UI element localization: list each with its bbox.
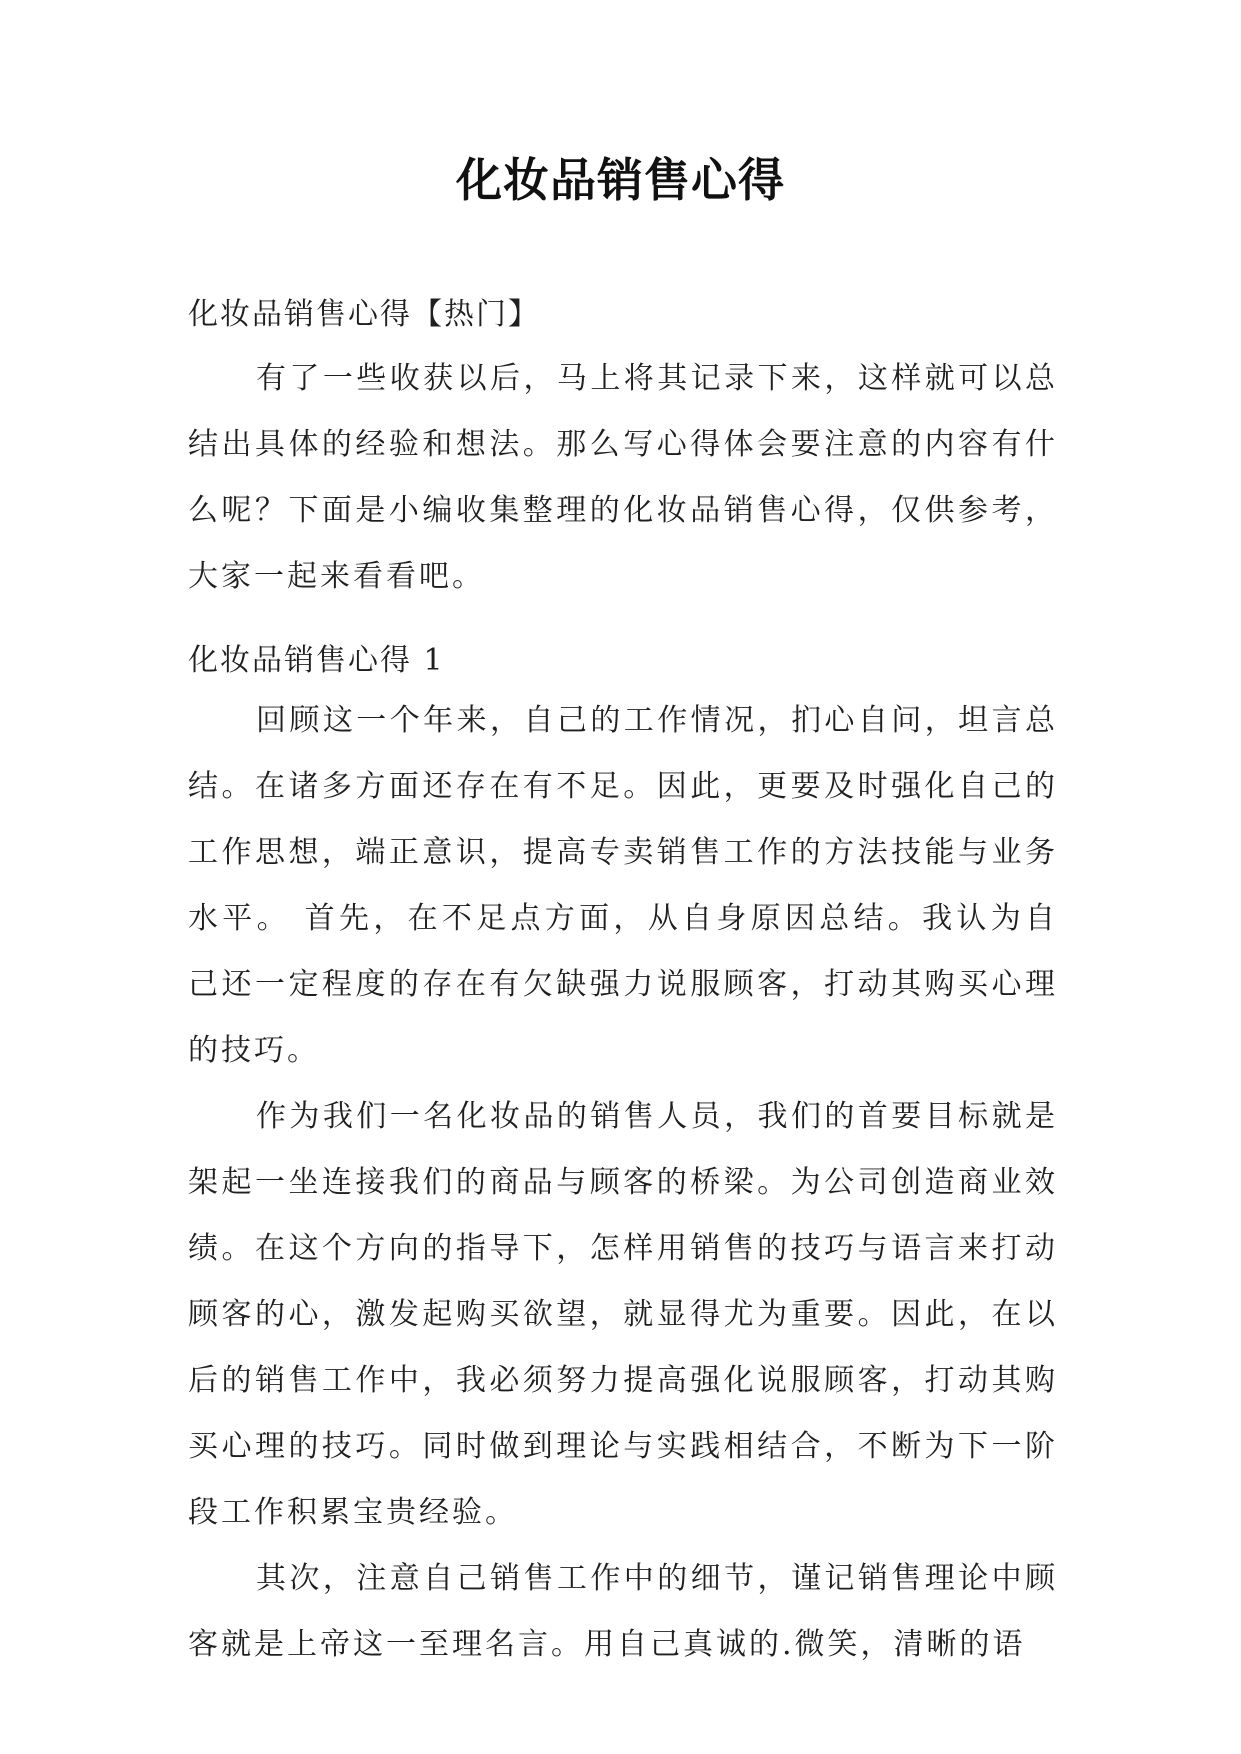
intro-heading: 化妆品销售心得【热门】 [188, 297, 540, 332]
document-title: 化妆品销售心得 [456, 153, 785, 207]
section-1-paragraph-2: 作为我们一名化妆品的销售人员，我们的首要目标就是架起一坐连接我们的商品与顾客的桥梁。为公司创造商业效绩。在这个方向的指导下，怎样用销售的技巧与语言来打动顾客的心，激发起购买欲望，就显得尤为重要。因此，在以后的销售工作中，我必须努力提高强化说服顾客，打动其购买心理的技巧。同时做到理论与实践相结合，不断为下一阶段工作积累宝贵经验。 [188, 1099, 1058, 1530]
section-1-heading: 化妆品销售心得 1 [188, 643, 445, 678]
intro-paragraph-block [188, 346, 1058, 610]
section-1-body [188, 688, 1058, 1678]
section-1-paragraph-1: 回顾这一个年来，自己的工作情况，扪心自问，坦言总结。在诸多方面还存在有不足。因此，更要及时强化自己的工作思想，端正意识，提高专卖销售工作的方法技能与业务水平。 首先，在不足点方面，从自身原因总结。我认为自己还一定程度的存在有欠缺强力说服顾客，打动其购买心理的技巧。 [188, 703, 1058, 1068]
section-1-paragraph-3: 其次，注意自己销售工作中的细节，谨记销售理论中顾客就是上帝这一至理名言。用自己真诚的.微笑，清晰的语 [188, 1561, 1058, 1662]
intro-paragraph: 有了一些收获以后，马上将其记录下来，这样就可以总结出具体的经验和想法。那么写心得体会要注意的内容有什么呢？下面是小编收集整理的化妆品销售心得，仅供参考，大家一起来看看吧。 [188, 361, 1058, 594]
